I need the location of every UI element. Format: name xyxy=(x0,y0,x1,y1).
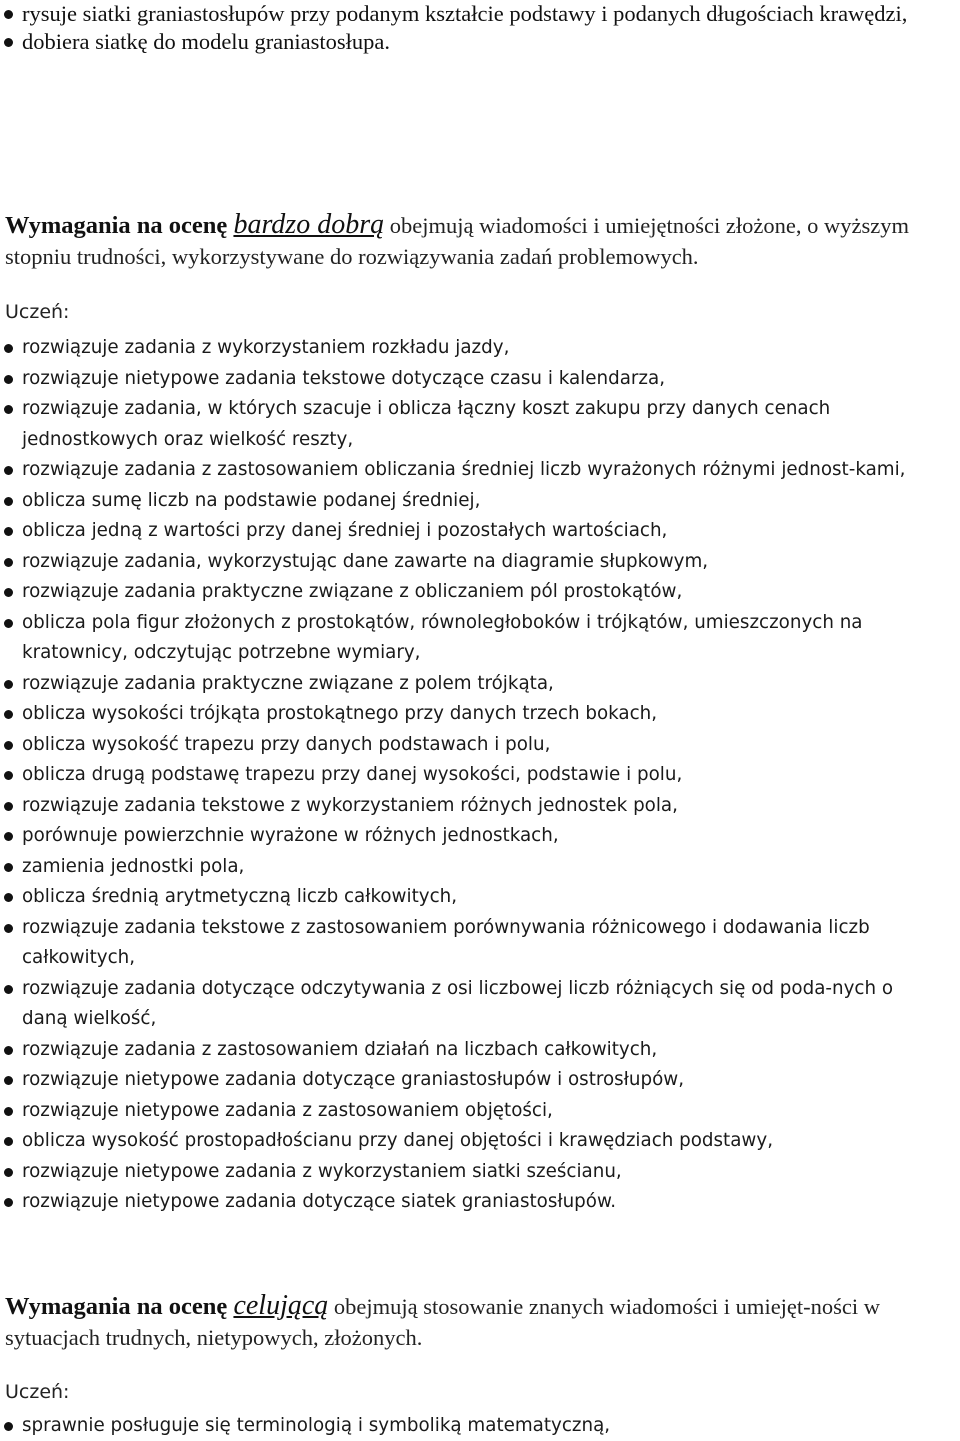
list-item: oblicza średnią arytmetyczną liczb całkowitych, xyxy=(0,882,940,913)
list-item: zamienia jednostki pola, xyxy=(0,852,940,883)
list-item: rozwiązuje zadania tekstowe z zastosowaniem porównywania różnicowego i dodawania liczb całkowitych, xyxy=(0,913,940,974)
student-label: Uczeń: xyxy=(5,1381,70,1403)
heading-rest: obejmują stosowanie znanych wiadomości i umiejęt-ności w sytuacjach trudnych, nietypowych, złożonych. xyxy=(5,1294,881,1350)
student-label: Uczeń: xyxy=(5,301,70,323)
grade-name: bardzo dobrą xyxy=(233,209,385,240)
list-item: rozwiązuje nietypowe zadania tekstowe dotyczące czasu i kalendarza, xyxy=(0,364,940,395)
list-item: rozwiązuje zadania z zastosowaniem działań na liczbach całkowitych, xyxy=(0,1035,940,1066)
list-item: rozwiązuje nietypowe zadania dotyczące graniastosłupów i ostrosłupów, xyxy=(0,1065,940,1096)
list-item: rysuje siatki graniastosłupów przy podanym kształcie podstawy i podanych długościach krawędzi, xyxy=(0,0,940,28)
list-item: rozwiązuje nietypowe zadania dotyczące siatek graniastosłupów. xyxy=(0,1187,940,1218)
list-item: oblicza sumę liczb na podstawie podanej średniej, xyxy=(0,486,940,517)
list-item: rozwiązuje zadania, wykorzystując dane zawarte na diagramie słupkowym, xyxy=(0,547,940,578)
top-bullet-list xyxy=(0,0,950,56)
list-item: rozwiązuje nietypowe zadania z zastosowaniem objętości, xyxy=(0,1096,940,1127)
list-item: oblicza wysokość trapezu przy danych podstawach i polu, xyxy=(0,730,940,761)
grade-name: celującą xyxy=(233,1290,329,1321)
list-item: oblicza wysokości trójkąta prostokątnego przy danych trzech bokach, xyxy=(0,699,940,730)
heading-lead: Wymagania na ocenę xyxy=(5,212,234,239)
list-item: oblicza pola figur złożonych z prostokątów, równoległoboków i trójkątów, umieszczonych na kratownicy, odczytując potrzebne wymiary, xyxy=(0,608,940,669)
list-item: oblicza jedną z wartości przy danej średniej i pozostałych wartościach, xyxy=(0,516,940,547)
list-item: rozwiązuje zadania tekstowe z wykorzystaniem różnych jednostek pola, xyxy=(0,791,940,822)
list-item: oblicza drugą podstawę trapezu przy danej wysokości, podstawie i polu, xyxy=(0,760,940,791)
heading-rest: obejmują wiadomości i umiejętności złożone, o wyższym stopniu trudności, wykorzystywane do rozwiązywania zadań problemowych. xyxy=(5,213,909,269)
list-item: rozwiązuje zadania praktyczne związane z obliczaniem pól prostokątów, xyxy=(0,577,940,608)
heading-lead: Wymagania na ocenę xyxy=(5,1293,234,1320)
list-item: oblicza wysokość prostopadłościanu przy danej objętości i krawędziach podstawy, xyxy=(0,1126,940,1157)
list-item: rozwiązuje zadania dotyczące odczytywania z osi liczbowej liczb różniących się od poda-nych o daną wielkość, xyxy=(0,974,940,1035)
list-item: dobiera siatkę do modelu graniastosłupa. xyxy=(0,28,940,56)
list-item: rozwiązuje zadania, w których szacuje i oblicza łączny koszt zakupu przy danych cenach jednostkowych oraz wielkość reszty, xyxy=(0,394,940,455)
list-item: sprawnie posługuje się terminologią i symboliką matematyczną, xyxy=(0,1411,940,1441)
list-item: rozwiązuje zadania praktyczne związane z polem trójkąta, xyxy=(0,669,940,700)
bardzo-dobra-heading-paragraph xyxy=(5,209,955,272)
list-item: rozwiązuje nietypowe zadania z wykorzystaniem siatki sześcianu, xyxy=(0,1157,940,1188)
list-item: rozwiązuje zadania z wykorzystaniem rozkładu jazdy, xyxy=(0,333,940,364)
list-item: rozwiązuje zadania z zastosowaniem obliczania średniej liczb wyrażonych różnymi jednost-kami, xyxy=(0,455,940,486)
bardzo-dobra-requirements-list xyxy=(0,333,950,1218)
celujaca-heading-paragraph xyxy=(5,1290,955,1353)
list-item: porównuje powierzchnie wyrażone w różnych jednostkach, xyxy=(0,821,940,852)
celujaca-requirements-list xyxy=(0,1411,950,1441)
